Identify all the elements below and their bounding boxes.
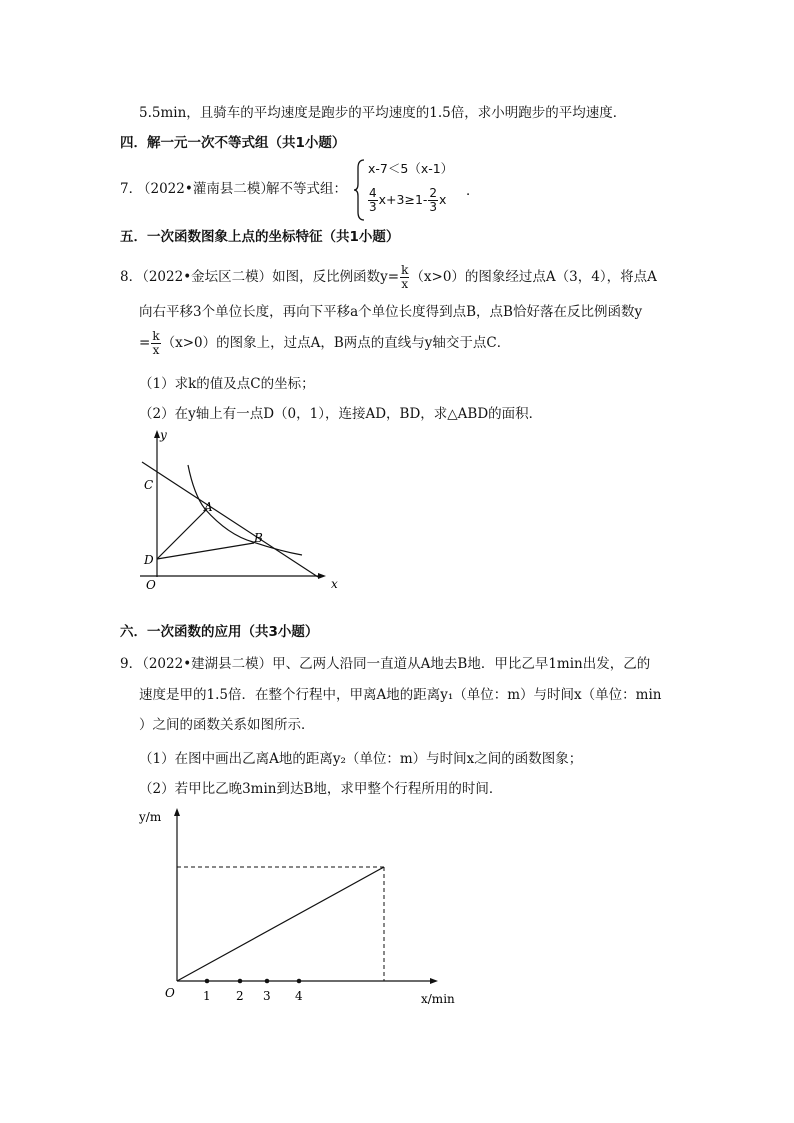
q8-line-AB [142,462,318,577]
q9-subquestion-2: （2）若甲比乙晚3min到达B地，求甲整个行程所用的时间． [139,781,503,797]
q8-line-3: = $\frac{k}{x}$ （x>0）的图象上，过点A，B两点的直线与y轴交于点C． [139,329,511,357]
q8-line-1: 8．（2022•金坛区二模）如图，反比例函数y= $\frac{k}{x}$ （x>0）的图象经过点A（3，4），将点A [120,263,657,291]
section-heading-6: 六．一次函数的应用（共3小题） [120,624,319,640]
q8-label-x: x [331,577,338,591]
q8-label-A: A [204,500,213,514]
q8-label-O: O [146,578,156,592]
q8-label-D: D [144,553,154,567]
q9-tick-label-1: 1 [203,989,211,1003]
q7-brace-icon [353,158,367,222]
q9-tick-label-2: 2 [236,989,244,1003]
q7-number: 7． [120,181,143,197]
q9-x-arrow-icon [430,978,438,984]
q9-number: 9． [120,656,143,672]
q9-line-3: ）之间的函数关系如图所示． [139,717,315,733]
q8-subquestion-2: （2）在y轴上有一点D（0，1），连接AD，BD，求△ABD的面积． [139,406,543,422]
q9-line-jia [177,867,384,981]
q8-subquestion-1: （1）求k的值及点C的坐标； [139,376,315,392]
section-heading-5: 五．一次函数图象上点的坐标特征（共1小题） [120,229,400,245]
q8-number: 8． [120,269,143,285]
q7-text: 解不等式组： [266,181,347,197]
q7-inequality-1: x-7＜5（x-1） [368,161,454,176]
q8-segment-BD [157,543,254,559]
continuation-line: 5.5min，且骑车的平均速度是跑步的平均速度的1.5倍，求小明跑步的平均速度． [139,105,627,121]
q8-line-2: 向右平移3个单位长度，再向下平移a个单位长度得到点B，点B恰好落在反比例函数y [139,304,643,320]
q8-x-arrow-icon [318,573,326,579]
q9-y-axis-label: y/m [139,810,162,824]
q9-label-O: O [165,986,175,1000]
q7-inequality-2: $\frac{4}{3}$ x+3≥1- $\frac{2}{3}$ x [369,186,447,214]
q9-subquestion-1: （1）在图中画出乙离A地的距离y₂（单位：m）与时间x之间的函数图象； [139,751,583,767]
q9-tick-label-3: 3 [263,989,271,1003]
q8-label-B: B [254,531,263,545]
q9-tick-point-3 [265,979,270,984]
section-heading-4: 四．解一元一次不等式组（共1小题） [120,135,346,151]
q9-y-arrow-icon [174,808,180,816]
q7-end: ． [466,183,480,199]
q9-tick-point-4 [297,979,302,984]
q8-figure [130,425,350,595]
q7-source: （2022•灌南县二模） [137,181,274,197]
q9-tick-point-2 [238,979,243,984]
q9-line-1: 9．（2022•建湖县二模）甲、乙两人沿同一直道从A地去B地．甲比乙早1min出发，乙的 [120,656,651,672]
q9-figure [125,805,470,1015]
q9-x-axis-label: x/min [421,992,455,1006]
q9-line-2: 速度是甲的1.5倍．在整个行程中，甲离A地的距离y₁（单位：m）与时间x（单位：min [139,687,662,703]
q8-label-C: C [144,478,154,492]
q9-tick-label-4: 4 [295,989,303,1003]
q8-label-y: y [160,428,167,442]
q9-tick-point-1 [205,979,210,984]
